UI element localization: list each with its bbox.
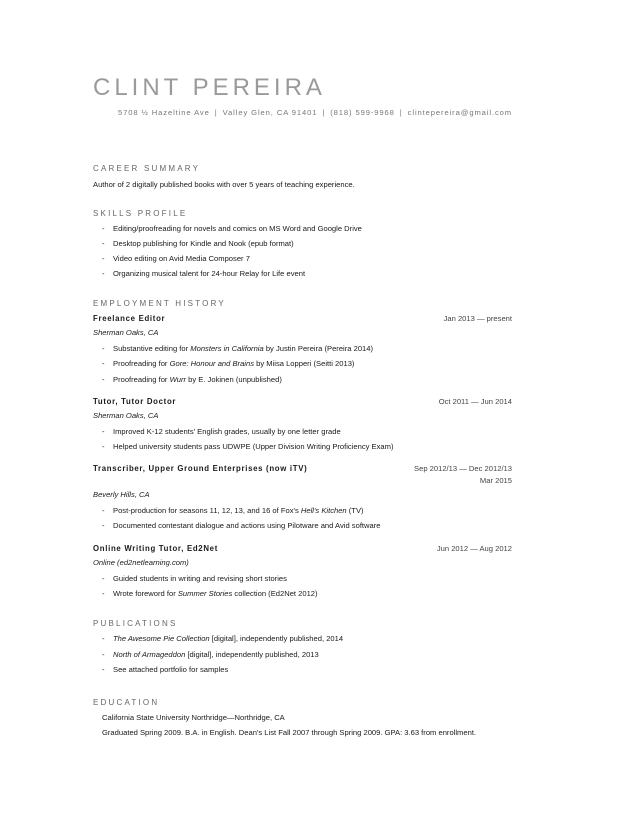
bullet-dash: -	[102, 589, 105, 598]
title-italic: Hell's Kitchen	[300, 506, 347, 515]
section-heading-employment: EMPLOYMENT HISTORY	[93, 299, 226, 308]
job-bullet	[113, 589, 318, 598]
job-location: Sherman Oaks, CA	[93, 328, 159, 337]
title-italic: Wurr	[169, 375, 187, 384]
city: Valley Glen, CA 91401	[222, 108, 318, 117]
separator: |	[214, 108, 218, 117]
job-location: Beverly Hills, CA	[93, 490, 150, 499]
text: Post-production for seasons 11, 12, 13, and 16 of Fox's	[113, 506, 301, 515]
text: by Justin Pereira (Pereira 2014)	[263, 344, 374, 353]
job-title: Freelance Editor	[93, 314, 166, 323]
separator: |	[322, 108, 326, 117]
bullet-dash: -	[102, 344, 105, 353]
text: by Miisa Lopperi (Seitti 2013)	[254, 359, 355, 368]
bullet-dash: -	[102, 506, 105, 515]
bullet-dash: -	[102, 442, 105, 451]
email: clintepereira@gmail.com	[407, 108, 513, 117]
job-title: Transcriber, Upper Ground Enterprises (now iTV)	[93, 464, 308, 473]
job-dates: Jan 2013 — present	[443, 314, 512, 323]
job-location: Online (ed2netlearning.com)	[93, 558, 189, 567]
text: collection (Ed2Net 2012)	[232, 589, 318, 598]
section-heading-career-summary: CAREER SUMMARY	[93, 164, 201, 173]
job-bullet: Documented contestant dialogue and actions using Pilotware and Avid software	[113, 521, 381, 530]
publication-item	[113, 650, 319, 659]
bullet-dash: -	[102, 665, 105, 674]
title-italic: The Awesome Pie Collection	[113, 634, 210, 643]
job-dates: Mar 2015	[479, 476, 512, 485]
candidate-name: CLINT PEREIRA	[93, 74, 326, 101]
publication-item	[113, 634, 343, 643]
job-bullet: Improved K-12 students' English grades, usually by one letter grade	[113, 427, 341, 436]
title-italic: North of Armageddon	[113, 650, 186, 659]
bullet-dash: -	[102, 269, 105, 278]
text: Proofreading for	[113, 375, 170, 384]
job-bullet	[113, 359, 354, 368]
job-dates: Sep 2012/13 — Dec 2012/13	[414, 464, 512, 473]
section-heading-publications: PUBLICATIONS	[93, 619, 178, 628]
job-dates: Jun 2012 — Aug 2012	[436, 544, 512, 553]
skill-item: Organizing musical talent for 24-hour Relay for Life event	[113, 269, 306, 278]
job-title: Online Writing Tutor, Ed2Net	[93, 544, 219, 553]
title-italic: Monsters in California	[190, 344, 264, 353]
skill-item: Editing/proofreading for novels and comics on MS Word and Google Drive	[113, 224, 362, 233]
section-heading-education: EDUCATION	[93, 698, 160, 707]
text: [digital], independently published, 2014	[209, 634, 344, 643]
bullet-dash: -	[102, 239, 105, 248]
career-summary-text: Author of 2 digitally published books with over 5 years of teaching experience.	[93, 180, 355, 189]
bullet-dash: -	[102, 574, 105, 583]
job-title: Tutor, Tutor Doctor	[93, 397, 177, 406]
bullet-dash: -	[102, 427, 105, 436]
bullet-dash: -	[102, 634, 105, 643]
bullet-dash: -	[102, 224, 105, 233]
address: 5708 ½ Hazeltine Ave	[118, 108, 210, 117]
section-heading-skills: SKILLS PROFILE	[93, 209, 188, 218]
bullet-dash: -	[102, 254, 105, 263]
text: (TV)	[346, 506, 364, 515]
text: Substantive editing for	[113, 344, 191, 353]
job-location: Sherman Oaks, CA	[93, 411, 159, 420]
skill-item: Desktop publishing for Kindle and Nook (epub format)	[113, 239, 294, 248]
bullet-dash: -	[102, 359, 105, 368]
text: by E. Jokinen (unpublished)	[186, 375, 282, 384]
text: Wrote foreword for	[113, 589, 178, 598]
job-bullet: Helped university students pass UDWPE (Upper Division Writing Proficiency Exam)	[113, 442, 394, 451]
publication-item: See attached portfolio for samples	[113, 665, 229, 674]
text: [digital], independently published, 2013	[185, 650, 319, 659]
job-dates: Oct 2011 — Jun 2014	[438, 397, 512, 406]
bullet-dash: -	[102, 375, 105, 384]
job-bullet: Guided students in writing and revising short stories	[113, 574, 287, 583]
bullet-dash: -	[102, 650, 105, 659]
job-bullet	[113, 375, 282, 384]
separator: |	[399, 108, 403, 117]
skill-item: Video editing on Avid Media Composer 7	[113, 254, 250, 263]
title-italic: Summer Stories	[177, 589, 233, 598]
phone: (818) 599-9968	[330, 108, 395, 117]
contact-line	[118, 108, 512, 117]
job-bullet	[113, 344, 373, 353]
education-details: Graduated Spring 2009. B.A. in English. Dean's List Fall 2007 through Spring 2009. GPA: 3.63 from enrollment.	[102, 728, 477, 737]
bullet-dash: -	[102, 521, 105, 530]
title-italic: Gore: Honour and Brains	[169, 359, 254, 368]
text: Proofreading for	[113, 359, 170, 368]
job-bullet	[113, 506, 364, 515]
education-school: California State University Northridge—Northridge, CA	[102, 713, 285, 722]
